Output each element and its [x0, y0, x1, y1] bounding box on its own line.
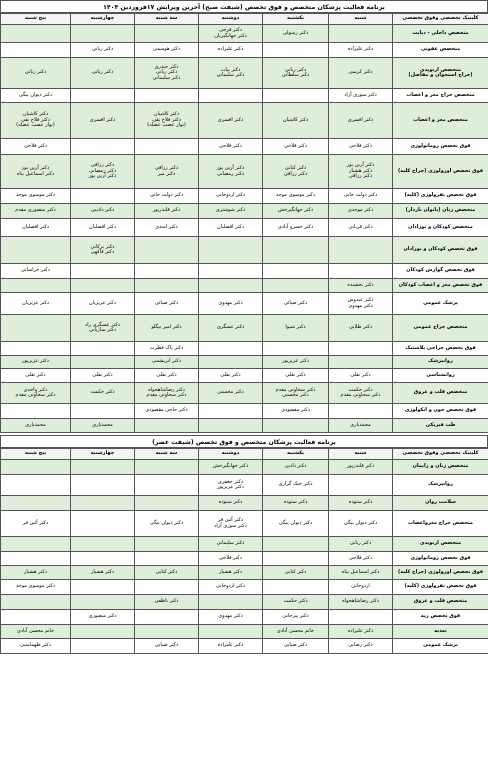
- table-row: [1, 552, 488, 566]
- doctor-cell: دکتر اسدی: [135, 219, 199, 237]
- table-row: [1, 460, 488, 475]
- morning-header-row: [1, 14, 488, 25]
- specialty-cell: متخصص زنان و زایمان: [393, 460, 488, 475]
- doctor-cell: دکتر دولت خانی: [329, 189, 393, 204]
- doctor-cell: [135, 580, 199, 595]
- doctor-cell: دکتر عزیزیان: [71, 293, 135, 315]
- doctor-cell: دکتر دیوان بیگی: [329, 511, 393, 537]
- doctor-cell: [71, 475, 135, 496]
- doctor-cell: دکتر عسگری: [199, 315, 263, 342]
- doctor-cell: دکتر ناظقی: [135, 595, 199, 610]
- specialty-cell: فوق تخصص روماتولوژی: [393, 139, 488, 155]
- doctor-cell: [263, 552, 329, 566]
- doctor-cell: دکتر موسوی موحد: [1, 580, 71, 595]
- doctor-cell: دکتر فلاحی: [329, 139, 393, 155]
- specialty-cell: فوق تخصص کودکان و نوزادان: [393, 237, 488, 264]
- doctor-cell: دکتر هوسمی: [135, 43, 199, 58]
- doctor-cell: دکتر دادبی: [263, 460, 329, 475]
- doctor-cell: [135, 139, 199, 155]
- table-row: [1, 103, 488, 139]
- doctor-cell: دکتر طهماسبی: [1, 639, 71, 654]
- doctor-cell: دکتر شوشتری: [199, 204, 263, 219]
- doctor-cell: دکتر علیزاده: [329, 43, 393, 58]
- doctor-cell: [263, 537, 329, 552]
- table-row: [1, 580, 488, 595]
- doctor-cell: [199, 595, 263, 610]
- doctor-cell: [199, 419, 263, 433]
- doctor-cell: دکتر پیرجانی: [263, 610, 329, 625]
- doctor-cell: [1, 552, 71, 566]
- doctor-cell: دکتر سخاوتی مقدم دکتر محسنی: [263, 383, 329, 404]
- doctor-cell: [263, 264, 329, 279]
- specialty-cell: متخصص زنان (بانوان باردار): [393, 204, 488, 219]
- doctor-cell: دکتر عزیزیان: [1, 293, 71, 315]
- specialty-cell: متخصص عفونی: [393, 43, 488, 58]
- doctor-cell: دکتر ربانی: [71, 58, 135, 89]
- specialty-cell: فوق تخصص گوارش کودکان: [393, 264, 488, 279]
- table-row: [1, 279, 488, 293]
- doctor-cell: [199, 237, 263, 264]
- doctor-cell: دکتر عسگری راد دکتر ساربانی: [71, 315, 135, 342]
- doctor-cell: دکتر ربانی دکتر سلطانی: [263, 58, 329, 89]
- doctor-cell: دکتر سلیمانی: [199, 537, 263, 552]
- doctor-cell: دکتر حکمت: [263, 595, 329, 610]
- table-row: [1, 155, 488, 189]
- doctor-cell: دکتر قربانی: [329, 219, 393, 237]
- doctor-cell: [135, 279, 199, 293]
- specialty-cell: فوق تخصص نفرولوژی (کلیه): [393, 580, 488, 595]
- table-row: [1, 139, 488, 155]
- doctor-cell: دکتر دیوان بیگی: [263, 511, 329, 537]
- doctor-cell: [263, 419, 329, 433]
- header-clinic: کلینیک تخصصی وفوق تخصصی: [393, 449, 488, 460]
- doctor-cell: دکتر افضلیان: [199, 219, 263, 237]
- doctor-cell: [329, 475, 393, 496]
- doctor-cell: دکتر دولت خانی: [135, 189, 199, 204]
- doctor-cell: [135, 537, 199, 552]
- doctor-cell: دکتر افسری: [199, 103, 263, 139]
- doctor-cell: دکتر موسوی موحد: [1, 189, 71, 204]
- table-row: [1, 204, 488, 219]
- doctor-cell: دکتر کتابی: [263, 566, 329, 580]
- header-thu: پنج شنبه: [1, 14, 71, 25]
- doctor-cell: [1, 537, 71, 552]
- doctor-cell: [199, 342, 263, 356]
- table-row: [1, 475, 488, 496]
- doctor-cell: خانم محسن آبادی: [1, 625, 71, 639]
- table-row: [1, 43, 488, 58]
- doctor-cell: دکتر آرین پور دکتر اسماعیل پناه: [1, 155, 71, 189]
- doctor-cell: دکتر علیزاده: [199, 43, 263, 58]
- doctor-cell: [329, 610, 393, 625]
- doctor-cell: دکتر شیوا: [263, 315, 329, 342]
- table-row: [1, 342, 488, 356]
- doctor-cell: [1, 25, 71, 43]
- doctor-cell: دکتر جهانگیرخش: [199, 460, 263, 475]
- specialty-cell: سلامت روان: [393, 496, 488, 511]
- doctor-cell: دکتر عزیزپور: [1, 356, 71, 369]
- specialty-cell: طب فیزیکی: [393, 419, 488, 433]
- doctor-cell: دکتر ربانی: [1, 58, 71, 89]
- doctor-cell: [135, 237, 199, 264]
- specialty-cell: متخصص جراح مغزواعصاب: [393, 511, 488, 537]
- doctor-cell: [1, 460, 71, 475]
- doctor-cell: [135, 610, 199, 625]
- doctor-cell: [1, 610, 71, 625]
- doctor-cell: دکتر برکاتی دکتر فاکهی: [71, 237, 135, 264]
- doctor-cell: دکتر ستوده: [329, 496, 393, 511]
- specialty-cell: پزشک عمومی: [393, 639, 488, 654]
- doctor-cell: [71, 552, 135, 566]
- doctor-cell: دکتر نقلی: [1, 369, 71, 383]
- table-row: [1, 25, 488, 43]
- doctor-cell: [1, 342, 71, 356]
- doctor-cell: دکتر اسماعیل پناه: [329, 566, 393, 580]
- doctor-cell: [199, 89, 263, 103]
- doctor-cell: دکتر مهدوی: [199, 610, 263, 625]
- header-sat: شنبه: [329, 14, 393, 25]
- doctor-cell: دکتر فلاحی: [1, 139, 71, 155]
- doctor-cell: [135, 25, 199, 43]
- doctor-cell: دکتر پاک فطرت: [135, 342, 199, 356]
- header-wed: چهارشنبه: [71, 14, 135, 25]
- table-row: [1, 566, 488, 580]
- doctor-cell: [135, 552, 199, 566]
- doctor-cell: دکتر فلاحی: [199, 139, 263, 155]
- doctor-cell: [135, 89, 199, 103]
- table-row: [1, 419, 488, 433]
- doctor-cell: دکتر حکمت: [71, 383, 135, 404]
- specialty-cell: فوق تخصص اورولوژی (جراح کلیه): [393, 155, 488, 189]
- doctor-cell: [199, 279, 263, 293]
- doctor-cell: دکتر آرین پور دکتر رمضانی: [199, 155, 263, 189]
- table-row: [1, 537, 488, 552]
- doctor-cell: دکتر رضاشاهخواه: [329, 595, 393, 610]
- doctor-cell: [329, 25, 393, 43]
- specialty-cell: فوق تخصص خون و انکولوژی: [393, 404, 488, 419]
- doctor-cell: [71, 496, 135, 511]
- specialty-cell: پزشک عمومی: [393, 293, 488, 315]
- doctor-cell: دکتر فلاحی: [263, 139, 329, 155]
- doctor-cell: دکتر قلندرپور: [135, 204, 199, 219]
- doctor-cell: دکتر علیزاده: [329, 625, 393, 639]
- doctor-cell: دکتر ضیایی: [263, 639, 329, 654]
- doctor-cell: دکتر ضیائی: [263, 293, 329, 315]
- doctor-cell: [71, 460, 135, 475]
- doctor-cell: [71, 189, 135, 204]
- doctor-cell: دکتر رزاقی دکتر میر: [135, 155, 199, 189]
- doctor-cell: دکتر حاجی مقصودی: [135, 404, 199, 419]
- doctor-cell: [135, 625, 199, 639]
- specialty-cell: متخصص ارتوپدی: [393, 537, 488, 552]
- doctor-cell: اردوخانی: [329, 580, 393, 595]
- doctor-cell: دکتر رضایی: [329, 639, 393, 654]
- specialty-cell: متخصص داخلی - دیابت: [393, 25, 488, 43]
- doctor-cell: دکتر مقصودی: [263, 404, 329, 419]
- doctor-cell: [263, 237, 329, 264]
- specialty-cell: متخصص ارتوپدی (جراح استخوان و مفاصل): [393, 58, 488, 89]
- doctor-cell: [135, 419, 199, 433]
- doctor-cell: [1, 595, 71, 610]
- doctor-cell: دکتر اردوخانی: [199, 580, 263, 595]
- doctor-cell: دکتر آئین فر دکتر سوری آزاد: [199, 511, 263, 537]
- doctor-cell: دکتر ربانی: [329, 537, 393, 552]
- table-row: [1, 639, 488, 654]
- specialty-cell: تغذیه: [393, 625, 488, 639]
- table-row: [1, 356, 488, 369]
- doctor-cell: دکتر امیر بیگلو: [135, 315, 199, 342]
- doctor-cell: دکتر نقلی: [135, 369, 199, 383]
- doctor-cell: [71, 639, 135, 654]
- header-clinic: کلینیک تخصصی وفوق تخصصی: [393, 14, 488, 25]
- table-row: [1, 219, 488, 237]
- doctor-cell: [1, 496, 71, 511]
- doctor-cell: محمدیاری: [71, 419, 135, 433]
- doctor-cell: دکتر افضلیان: [1, 219, 71, 237]
- header-mon: دوشنبه: [199, 14, 263, 25]
- doctor-cell: دکتر حکمت دکتر سخاوتی مقدم: [329, 383, 393, 404]
- specialty-cell: فوق تخصص جراحی پلاستیک: [393, 342, 488, 356]
- table-row: [1, 315, 488, 342]
- doctor-cell: دکتر افضلیان: [71, 219, 135, 237]
- doctor-cell: دکتر موحدی: [329, 204, 393, 219]
- specialty-cell: متخصص جراح مغز و اعصاب: [393, 89, 488, 103]
- table-row: [1, 404, 488, 419]
- doctor-cell: دکتر علیزاده: [199, 639, 263, 654]
- specialty-cell: فوق تخصص روماتولوژی: [393, 552, 488, 566]
- doctor-cell: دکتر کتابی: [135, 566, 199, 580]
- doctor-cell: دکتر ستوده: [199, 496, 263, 511]
- table-row: [1, 89, 488, 103]
- table-row: [1, 189, 488, 204]
- specialty-cell: روانشناسی: [393, 369, 488, 383]
- doctor-cell: دکتر کاشیان دکتر فلاح نقی (نوار عصب عضله): [1, 103, 71, 139]
- doctor-cell: [329, 404, 393, 419]
- table-row: [1, 610, 488, 625]
- doctor-cell: دکتر هشیار: [1, 566, 71, 580]
- doctor-cell: خانم محسن آبادی: [263, 625, 329, 639]
- doctor-cell: [71, 511, 135, 537]
- doctor-cell: [71, 595, 135, 610]
- morning-table: [0, 13, 488, 433]
- table-row: [1, 511, 488, 537]
- doctor-cell: [71, 356, 135, 369]
- table-row: [1, 293, 488, 315]
- specialty-cell: فوق تخصص ریه: [393, 610, 488, 625]
- doctor-cell: دکتر خراسانی: [1, 264, 71, 279]
- doctor-cell: [199, 356, 263, 369]
- doctor-cell: دکتر کریمی: [329, 58, 393, 89]
- header-sun: یکشنبه: [263, 449, 329, 460]
- doctor-cell: [71, 404, 135, 419]
- header-thu: پنج شنبه: [1, 449, 71, 460]
- doctor-cell: دکتر خسرو آبادی: [263, 219, 329, 237]
- doctor-cell: دکتر ستوده: [263, 496, 329, 511]
- doctor-cell: دکتر دیوان بیگی: [135, 511, 199, 537]
- evening-table: [0, 448, 488, 654]
- doctor-cell: دکتر جعفری دکتر عزیزپور: [199, 475, 263, 496]
- doctor-cell: [1, 475, 71, 496]
- header-mon: دوشنبه: [199, 449, 263, 460]
- header-tue: سه شنبه: [135, 449, 199, 460]
- doctor-cell: محمدیاری: [329, 419, 393, 433]
- doctor-cell: دکتر موسوی موحد: [263, 189, 329, 204]
- doctor-cell: دکتر دادیبی: [71, 204, 135, 219]
- table-row: [1, 369, 488, 383]
- morning-title: برنامه فعالیت پزشکان متخصص و فوق تخصص (شیفت صبح) آخرین ویرایش ۱۷فروردین ۱۴۰۴: [0, 0, 488, 13]
- doctor-cell: دکتر کتابی دکتر رزاقی: [263, 155, 329, 189]
- doctor-cell: دکتر منصوری مقدم: [1, 204, 71, 219]
- doctor-cell: [71, 89, 135, 103]
- doctor-cell: دکتر ابریشمی: [135, 356, 199, 369]
- doctor-cell: [135, 475, 199, 496]
- doctor-cell: دکتر حیدری دکتر ربانی دکتر سلیمانی: [135, 58, 199, 89]
- specialty-cell: متخصص جراح عمومی: [393, 315, 488, 342]
- doctor-cell: دکتر فلاحی: [199, 552, 263, 566]
- doctor-cell: دکتر ربانی: [71, 43, 135, 58]
- doctor-cell: دکتر خیک گزاری: [263, 475, 329, 496]
- doctor-cell: دکتر مهدوی: [199, 293, 263, 315]
- doctor-cell: [263, 279, 329, 293]
- specialty-cell: متخصص قلب و عروق: [393, 383, 488, 404]
- doctor-cell: دکتر رضاشاهخواه دکتر سخاوتی مقدم: [135, 383, 199, 404]
- specialty-cell: متخصص کودکان و نوزادان: [393, 219, 488, 237]
- doctor-cell: [1, 279, 71, 293]
- doctor-cell: [263, 43, 329, 58]
- table-row: [1, 383, 488, 404]
- specialty-cell: فوق تخصص اورولوژی (جراح کلیه): [393, 566, 488, 580]
- doctor-cell: [1, 43, 71, 58]
- doctor-cell: [263, 89, 329, 103]
- doctor-cell: [1, 237, 71, 264]
- doctor-cell: دکتر محسنی: [199, 383, 263, 404]
- doctor-cell: [199, 404, 263, 419]
- doctor-cell: دکتر بیات دکتر سلیمانی: [199, 58, 263, 89]
- specialty-cell: فوق تخصص مغز و اعصاب کودکان: [393, 279, 488, 293]
- doctor-cell: دکتر هشیار: [71, 566, 135, 580]
- evening-body: [1, 460, 488, 654]
- specialty-cell: روانپزشک: [393, 475, 488, 496]
- doctor-cell: دکتر طلایی: [329, 315, 393, 342]
- doctor-cell: دکتر منصوری: [71, 610, 135, 625]
- doctor-cell: [71, 25, 135, 43]
- doctor-cell: دکتر عبدوس دکتر مهدوی: [329, 293, 393, 315]
- doctor-cell: دکتر قلندرپور: [329, 460, 393, 475]
- doctor-cell: دکتر ضیائی: [135, 293, 199, 315]
- doctor-cell: [329, 237, 393, 264]
- doctor-cell: [199, 625, 263, 639]
- doctor-cell: دکتر افسری: [71, 103, 135, 139]
- doctor-cell: [1, 315, 71, 342]
- doctor-cell: [1, 404, 71, 419]
- doctor-cell: [199, 264, 263, 279]
- doctor-cell: [329, 356, 393, 369]
- doctor-cell: [71, 580, 135, 595]
- doctor-cell: دکتر نقلی: [329, 369, 393, 383]
- doctor-cell: دکتر رزاقی دکتر رمضانی دکتر آرین پور: [71, 155, 135, 189]
- doctor-cell: دکتر سوری آزاد: [329, 89, 393, 103]
- doctor-cell: دکتر قرجی دکتر جهانگیریان: [199, 25, 263, 43]
- table-row: [1, 237, 488, 264]
- doctor-cell: دکتر اردوخانی: [199, 189, 263, 204]
- specialty-cell: متخصص مغز و اعصاب: [393, 103, 488, 139]
- doctor-cell: دکتر رسولی: [263, 25, 329, 43]
- doctor-cell: دکتر آئین فر: [1, 511, 71, 537]
- header-wed: چهارشنبه: [71, 449, 135, 460]
- doctor-cell: [263, 342, 329, 356]
- doctor-cell: دکتر نقلی: [263, 369, 329, 383]
- doctor-cell: [71, 139, 135, 155]
- doctor-cell: دکتر آرین پور دکتر هشیار دکتر رزاقی: [329, 155, 393, 189]
- doctor-cell: دکتر کاشیان: [263, 103, 329, 139]
- doctor-cell: [263, 580, 329, 595]
- table-row: [1, 625, 488, 639]
- header-sun: یکشنبه: [263, 14, 329, 25]
- doctor-cell: دکتر جهانگیرخش: [263, 204, 329, 219]
- doctor-cell: دکتر نقلی: [71, 369, 135, 383]
- doctor-cell: محمدیاری: [1, 419, 71, 433]
- doctor-cell: دکتر افسری: [329, 103, 393, 139]
- doctor-cell: [71, 625, 135, 639]
- table-row: [1, 595, 488, 610]
- specialty-cell: روانپزشک: [393, 356, 488, 369]
- header-tue: سه شنبه: [135, 14, 199, 25]
- doctor-cell: دکتر بخشنده: [329, 279, 393, 293]
- table-row: [1, 264, 488, 279]
- evening-title: برنامه فعالیت پزشکان متخصص و فوق تخصص (شیفت عصر): [0, 435, 488, 448]
- doctor-cell: [71, 279, 135, 293]
- doctor-cell: [135, 460, 199, 475]
- header-sat: شنبه: [329, 449, 393, 460]
- doctor-cell: [135, 496, 199, 511]
- doctor-cell: دکتر فلاحی: [329, 552, 393, 566]
- doctor-cell: دکتر کاشیان دکتر فلاح نقی (نوار عصب عضله): [135, 103, 199, 139]
- morning-body: [1, 25, 488, 433]
- doctor-cell: [71, 264, 135, 279]
- doctor-cell: [135, 264, 199, 279]
- doctor-cell: [329, 264, 393, 279]
- doctor-cell: [71, 537, 135, 552]
- evening-header-row: [1, 449, 488, 460]
- doctor-cell: دکتر نقلی: [199, 369, 263, 383]
- doctor-cell: [329, 342, 393, 356]
- doctor-cell: دکتر ضیایی: [135, 639, 199, 654]
- doctor-cell: دکتر دیوان بیگی: [1, 89, 71, 103]
- doctor-cell: دکتر هشیار: [199, 566, 263, 580]
- doctor-cell: دکتر عزیزپور: [263, 356, 329, 369]
- table-row: [1, 496, 488, 511]
- specialty-cell: متخصص قلب و عروق: [393, 595, 488, 610]
- doctor-cell: دکتر واحدی دکتر سخاوتی مقدم: [1, 383, 71, 404]
- doctor-cell: [71, 342, 135, 356]
- table-row: [1, 58, 488, 89]
- specialty-cell: فوق تخصص نفرولوژی (کلیه): [393, 189, 488, 204]
